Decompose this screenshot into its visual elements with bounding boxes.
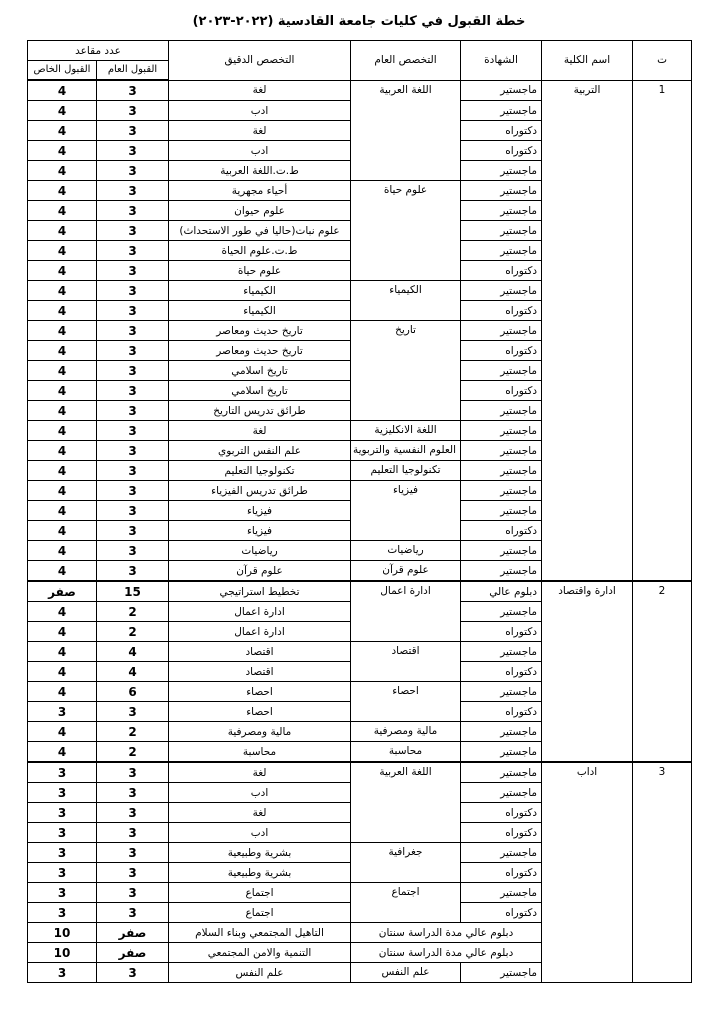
cell-special-admission: 3 [28,783,97,803]
cell-general-specialty: احصاء [351,682,461,722]
cell-degree: دكتوراه [461,823,542,843]
cell-precise-specialty: اقتصاد [169,642,351,662]
cell-precise-specialty: احصاء [169,702,351,722]
cell-precise-specialty: ادب [169,141,351,161]
cell-precise-specialty: أحياء مجهرية [169,181,351,201]
header-general-specialty: التخصص العام [351,41,461,81]
cell-precise-specialty: الكيمياء [169,301,351,321]
cell-degree: ماجستير [461,843,542,863]
cell-precise-specialty: علوم قرآن [169,561,351,582]
header-seq: ت [633,41,692,81]
cell-precise-specialty: تاريخ حديث ومعاصر [169,341,351,361]
cell-general-admission: 3 [97,702,169,722]
cell-general-admission: 3 [97,883,169,903]
cell-precise-specialty: تكنولوجيا التعليم [169,461,351,481]
cell-seq: 2 [633,581,692,762]
cell-general-admission: 2 [97,622,169,642]
cell-precise-specialty: علوم حياة [169,261,351,281]
cell-degree: ماجستير [461,241,542,261]
cell-special-admission: 4 [28,121,97,141]
cell-degree: دكتوراه [461,261,542,281]
cell-degree: ماجستير [461,401,542,421]
cell-precise-specialty: علوم نبات(حاليا في طور الاستحداث) [169,221,351,241]
cell-degree: دكتوراه [461,622,542,642]
cell-special-admission: 4 [28,181,97,201]
table-row [28,581,692,602]
cell-special-admission: 4 [28,80,97,101]
cell-precise-specialty: لغة [169,762,351,783]
cell-degree: دكتوراه [461,863,542,883]
cell-special-admission: 3 [28,803,97,823]
cell-general-specialty: محاسبة [351,742,461,763]
cell-precise-specialty: الكيمياء [169,281,351,301]
cell-general-admission: 6 [97,682,169,702]
cell-special-admission: 3 [28,903,97,923]
cell-general-admission: 3 [97,561,169,582]
cell-special-admission: 3 [28,843,97,863]
cell-precise-specialty: ادارة اعمال [169,602,351,622]
cell-general-admission: 3 [97,481,169,501]
cell-general-admission: 3 [97,281,169,301]
cell-precise-specialty: التاهيل المجتمعي وبناء السلام [169,923,351,943]
cell-degree: ماجستير [461,441,542,461]
cell-special-admission: 4 [28,461,97,481]
cell-special-admission: 4 [28,201,97,221]
cell-general-admission: 3 [97,441,169,461]
cell-precise-specialty: تاريخ حديث ومعاصر [169,321,351,341]
cell-program-note: دبلوم عالي مدة الدراسة سنتان [351,923,542,943]
cell-general-admission: 3 [97,501,169,521]
cell-special-admission: 4 [28,602,97,622]
cell-general-specialty: اللغة الانكليزية [351,421,461,441]
cell-general-admission: 2 [97,742,169,763]
cell-degree: دكتوراه [461,141,542,161]
cell-general-specialty: اقتصاد [351,642,461,682]
cell-general-admission: 3 [97,461,169,481]
page-title: خطة القبول في كليات جامعة القادسية (٢٠٢٢-٢٠٢٣) [192,14,526,29]
cell-general-admission: 3 [97,101,169,121]
cell-general-admission: 3 [97,341,169,361]
cell-general-admission: 3 [97,201,169,221]
cell-degree: ماجستير [461,561,542,582]
cell-special-admission: 3 [28,963,97,983]
cell-seq: 3 [633,762,692,983]
cell-special-admission: 4 [28,722,97,742]
cell-special-admission: 4 [28,662,97,682]
cell-general-admission: 3 [97,863,169,883]
cell-special-admission: 10 [28,923,97,943]
cell-precise-specialty: طرائق تدريس الفيزياء [169,481,351,501]
header-degree: الشهادة [461,41,542,81]
cell-degree: ماجستير [461,501,542,521]
cell-special-admission: 4 [28,261,97,281]
cell-degree: ماجستير [461,963,542,983]
cell-precise-specialty: تخطيط استراتيجي [169,581,351,602]
cell-special-admission: 4 [28,561,97,582]
cell-general-admission: 3 [97,181,169,201]
cell-college: التربية [542,80,633,581]
cell-precise-specialty: فيزياء [169,501,351,521]
cell-special-admission: 4 [28,401,97,421]
cell-general-admission: 3 [97,521,169,541]
cell-general-admission: 3 [97,762,169,783]
cell-degree: ماجستير [461,682,542,702]
cell-special-admission: 4 [28,642,97,662]
cell-degree: ماجستير [461,321,542,341]
table-row [28,762,692,783]
cell-degree: دبلوم عالي [461,581,542,602]
cell-general-specialty: علم النفس [351,963,461,983]
cell-special-admission: 4 [28,241,97,261]
header-special-admission: القبول الخاص [28,61,97,81]
cell-special-admission: 4 [28,742,97,763]
cell-degree: ماجستير [461,541,542,561]
cell-special-admission: 3 [28,702,97,722]
cell-degree: ماجستير [461,481,542,501]
cell-general-admission: 3 [97,541,169,561]
cell-general-specialty: جغرافية [351,843,461,883]
cell-special-admission: 3 [28,823,97,843]
cell-special-admission: 4 [28,361,97,381]
header-row [28,41,692,61]
cell-general-admission: 4 [97,662,169,682]
cell-degree: دكتوراه [461,521,542,541]
cell-precise-specialty: احصاء [169,682,351,702]
cell-degree: دكتوراه [461,121,542,141]
cell-general-admission: 3 [97,823,169,843]
cell-general-admission: 3 [97,80,169,101]
cell-degree: ماجستير [461,201,542,221]
cell-degree: ماجستير [461,783,542,803]
cell-general-admission: 3 [97,221,169,241]
header-precise-specialty: التخصص الدقيق [169,41,351,81]
cell-precise-specialty: ادارة اعمال [169,622,351,642]
header-seats: عدد مقاعد [28,41,169,61]
cell-precise-specialty: علم النفس [169,963,351,983]
cell-general-specialty: علوم حياة [351,181,461,281]
cell-general-admission: 3 [97,843,169,863]
cell-general-specialty: ادارة اعمال [351,581,461,642]
cell-degree: دكتوراه [461,381,542,401]
cell-precise-specialty: مالية ومصرفية [169,722,351,742]
cell-degree: ماجستير [461,762,542,783]
cell-precise-specialty: ط.ت.اللغة العربية [169,161,351,181]
header-general-admission: القبول العام [97,61,169,81]
cell-degree: ماجستير [461,742,542,763]
cell-precise-specialty: بشرية وطبيعية [169,843,351,863]
cell-general-specialty: فيزياء [351,481,461,541]
cell-degree: ماجستير [461,101,542,121]
cell-general-specialty: اجتماع [351,883,461,923]
cell-general-admission: 3 [97,803,169,823]
header-college: اسم الكلية [542,41,633,81]
cell-precise-specialty: رياضيات [169,541,351,561]
cell-program-note: دبلوم عالي مدة الدراسة سنتان [351,943,542,963]
cell-special-admission: 4 [28,301,97,321]
cell-special-admission: 3 [28,883,97,903]
cell-general-admission: 3 [97,783,169,803]
cell-general-admission: 3 [97,903,169,923]
cell-precise-specialty: ادب [169,101,351,121]
cell-degree: دكتوراه [461,301,542,321]
cell-precise-specialty: علم النفس التربوي [169,441,351,461]
cell-degree: ماجستير [461,281,542,301]
cell-precise-specialty: تاريخ اسلامي [169,381,351,401]
cell-precise-specialty: لغة [169,803,351,823]
cell-general-admission: 4 [97,642,169,662]
cell-general-admission: 3 [97,141,169,161]
cell-general-admission: 3 [97,261,169,281]
cell-precise-specialty: لغة [169,121,351,141]
cell-special-admission: 4 [28,221,97,241]
cell-special-admission: 4 [28,141,97,161]
cell-special-admission: 4 [28,421,97,441]
cell-general-specialty: علوم قرآن [351,561,461,582]
cell-precise-specialty: تاريخ اسلامي [169,361,351,381]
cell-degree: ماجستير [461,80,542,101]
cell-precise-specialty: اقتصاد [169,662,351,682]
cell-degree: دكتوراه [461,341,542,361]
cell-special-admission: 4 [28,321,97,341]
cell-precise-specialty: لغة [169,421,351,441]
cell-precise-specialty: التنمية والامن المجتمعي [169,943,351,963]
cell-general-admission: 3 [97,963,169,983]
cell-general-admission: صفر [97,923,169,943]
table-row [28,80,692,101]
cell-precise-specialty: اجتماع [169,903,351,923]
cell-general-specialty: اللغة العربية [351,762,461,843]
cell-seq: 1 [633,80,692,581]
admission-table [27,40,692,983]
cell-precise-specialty: ادب [169,783,351,803]
cell-general-specialty: العلوم النفسية والتربوية [351,441,461,461]
cell-general-admission: 3 [97,161,169,181]
cell-special-admission: 4 [28,501,97,521]
cell-general-admission: 2 [97,722,169,742]
cell-degree: ماجستير [461,181,542,201]
cell-special-admission: 3 [28,762,97,783]
cell-special-admission: 4 [28,541,97,561]
cell-degree: ماجستير [461,602,542,622]
cell-special-admission: 4 [28,101,97,121]
cell-general-specialty: اللغة العربية [351,80,461,181]
cell-special-admission: 3 [28,863,97,883]
cell-degree: ماجستير [461,642,542,662]
cell-degree: دكتوراه [461,903,542,923]
cell-degree: دكتوراه [461,662,542,682]
cell-special-admission: 4 [28,682,97,702]
cell-precise-specialty: بشرية وطبيعية [169,863,351,883]
cell-degree: دكتوراه [461,803,542,823]
cell-degree: ماجستير [461,361,542,381]
cell-degree: ماجستير [461,221,542,241]
cell-general-admission: 3 [97,361,169,381]
cell-college: اداب [542,762,633,983]
cell-precise-specialty: علوم حيوان [169,201,351,221]
cell-special-admission: 4 [28,521,97,541]
cell-special-admission: 4 [28,281,97,301]
cell-degree: ماجستير [461,883,542,903]
cell-degree: ماجستير [461,722,542,742]
cell-special-admission: 4 [28,161,97,181]
cell-general-admission: صفر [97,943,169,963]
cell-general-admission: 3 [97,421,169,441]
table-body [28,80,692,983]
cell-general-admission: 3 [97,401,169,421]
cell-general-specialty: الكيمياء [351,281,461,321]
cell-precise-specialty: محاسبة [169,742,351,763]
cell-precise-specialty: ادب [169,823,351,843]
cell-general-specialty: مالية ومصرفية [351,722,461,742]
cell-college: ادارة واقتصاد [542,581,633,762]
cell-degree: ماجستير [461,461,542,481]
cell-general-admission: 2 [97,602,169,622]
cell-general-specialty: تاريخ [351,321,461,421]
cell-special-admission: 4 [28,622,97,642]
cell-precise-specialty: لغة [169,80,351,101]
cell-special-admission: 4 [28,381,97,401]
cell-general-admission: 3 [97,321,169,341]
cell-general-admission: 3 [97,381,169,401]
cell-precise-specialty: ط.ت.علوم الحياة [169,241,351,261]
cell-degree: ماجستير [461,421,542,441]
cell-degree: دكتوراه [461,702,542,722]
cell-general-admission: 3 [97,121,169,141]
cell-special-admission: 4 [28,481,97,501]
cell-precise-specialty: طرائق تدريس التاريخ [169,401,351,421]
cell-special-admission: 4 [28,341,97,361]
cell-general-admission: 3 [97,301,169,321]
cell-general-admission: 3 [97,241,169,261]
cell-special-admission: 10 [28,943,97,963]
cell-precise-specialty: فيزياء [169,521,351,541]
cell-special-admission: 4 [28,441,97,461]
cell-precise-specialty: اجتماع [169,883,351,903]
cell-general-specialty: تكنولوجيا التعليم [351,461,461,481]
cell-general-admission: 15 [97,581,169,602]
cell-special-admission: صفر [28,581,97,602]
cell-general-specialty: رياضيات [351,541,461,561]
cell-degree: ماجستير [461,161,542,181]
